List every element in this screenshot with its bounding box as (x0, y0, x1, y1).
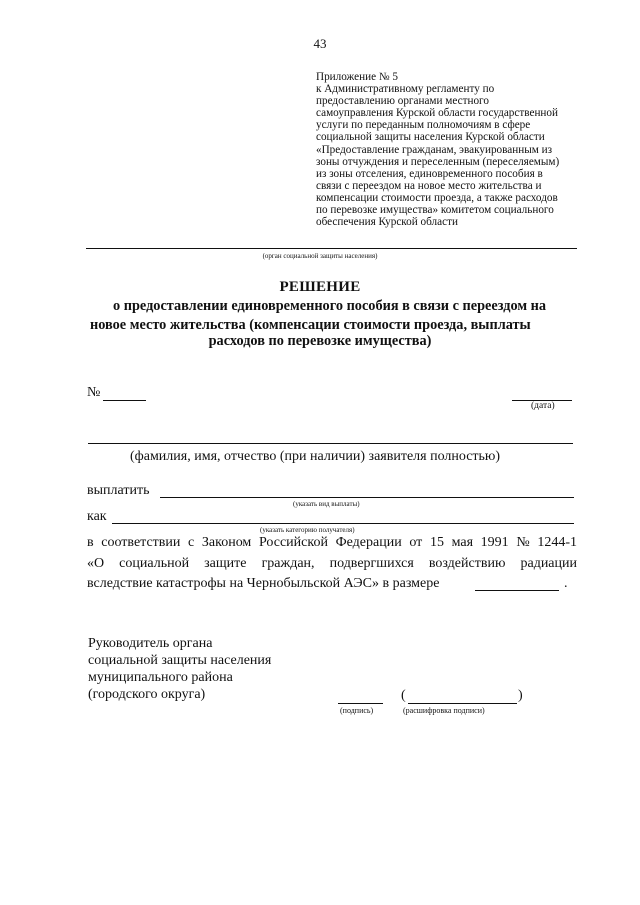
appendix-line: из зоны отселения, единовременного пособия в (316, 167, 543, 180)
law-line-3: вследствие катастрофы на Чернобыльской АЭС» в размере (87, 576, 440, 591)
organ-line[interactable] (86, 248, 577, 249)
decode-caption: (расшифровка подписи) (403, 706, 485, 715)
appendix-line: компенсации стоимости проезда, а также расходов (316, 191, 558, 204)
head-line: (городского округа) (88, 687, 206, 702)
appendix-line: предоставлению органами местного (316, 95, 489, 108)
head-line: социальной защиты населения (88, 653, 272, 668)
amount-field[interactable] (475, 590, 559, 591)
category-caption: (указать категорию получателя) (260, 526, 355, 534)
head-line: Руководитель органа (88, 636, 213, 651)
fio-field[interactable] (88, 443, 573, 444)
fio-caption: (фамилия, имя, отчество (при наличии) заявителя полностью) (130, 449, 501, 464)
appendix-line: «Предоставление гражданам, эвакуированным из (316, 143, 553, 156)
decode-open-paren: ( (401, 688, 406, 703)
organ-caption: (орган социальной защиты населения) (262, 252, 378, 260)
pay-type-field[interactable] (160, 497, 574, 498)
number-field[interactable] (103, 400, 146, 401)
signature-field[interactable] (338, 703, 383, 704)
appendix-line: услуги по переданным полномочиям в сфере (316, 119, 531, 132)
pay-label: выплатить (87, 483, 150, 498)
head-line: муниципального района (88, 670, 233, 685)
appendix-line: к Административному регламенту по (316, 83, 495, 96)
appendix-line: зоны отчуждения и переселенным (переселяемым) (316, 155, 560, 168)
decode-close-paren: ) (518, 688, 523, 703)
appendix-line: Приложение № 5 (316, 71, 398, 83)
page-number: 43 (313, 36, 327, 51)
category-field[interactable] (112, 523, 574, 524)
appendix-line: связи с переездом на новое место жительства и (316, 179, 542, 192)
document-title: РЕШЕНИЕ (279, 279, 361, 295)
signature-caption: (подпись) (340, 706, 374, 715)
appendix-line: социальной защиты населения Курской области (316, 131, 545, 144)
law-line-2: «О социальной защите граждан, подвергшихся воздействию радиации (87, 556, 577, 571)
appendix-line: самоуправления Курской области государственной (316, 107, 558, 120)
subtitle-line-2: новое место жительства (компенсации стоимости проезда, выплаты (90, 317, 531, 333)
law-line-3-end: . (564, 576, 568, 591)
category-label: как (87, 509, 107, 524)
subtitle-line-3: расходов по перевозке имущества) (208, 333, 432, 349)
appendix-note (316, 71, 586, 228)
pay-caption: (указать вид выплаты) (293, 500, 360, 508)
decode-field[interactable] (408, 703, 517, 704)
appendix-line: обеспечения Курской области (316, 216, 458, 229)
appendix-line: по перевозке имущества» комитетом социального (316, 204, 554, 217)
number-label: № (87, 385, 101, 400)
subtitle-line-1: о предоставлении единовременного пособия в связи с переездом на (113, 298, 547, 314)
date-caption: (дата) (531, 401, 555, 411)
law-line-1: в соответствии с Законом Российской Федерации от 15 мая 1991 № 1244-1 (87, 535, 577, 550)
